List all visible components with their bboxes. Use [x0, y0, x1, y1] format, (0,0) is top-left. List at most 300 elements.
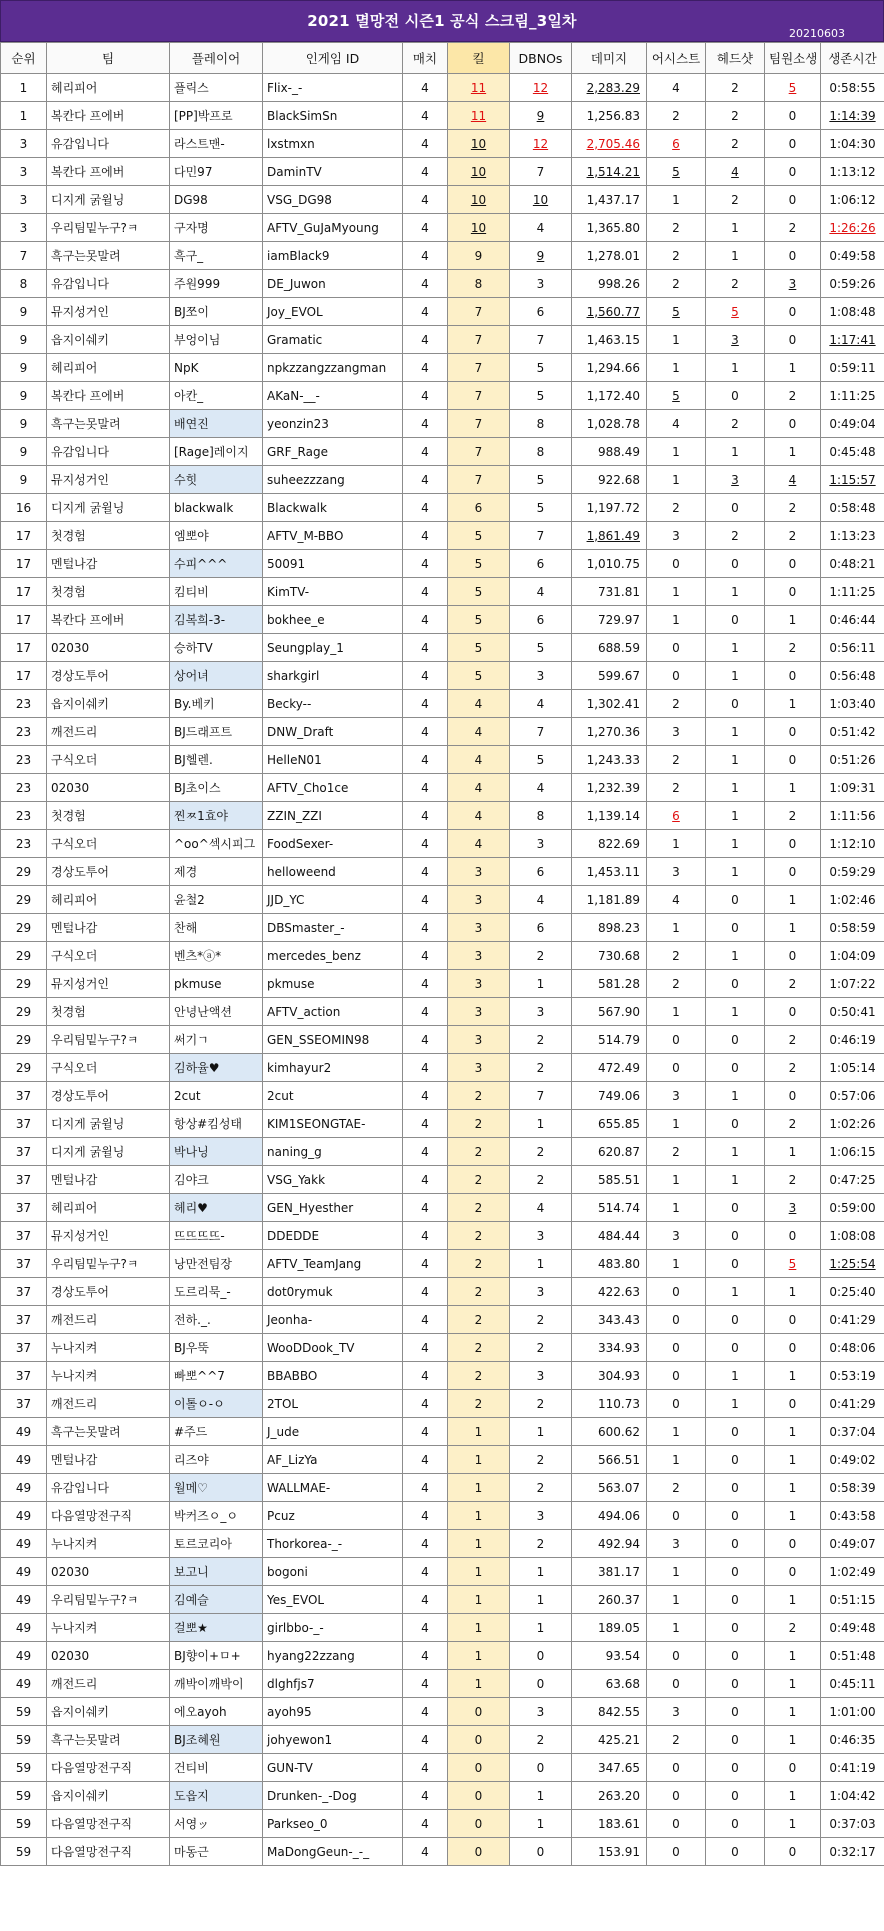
col-header-player[interactable]: 플레이어: [170, 43, 263, 74]
cell-kills-value: 2: [474, 1144, 483, 1159]
cell-rank-value: 59: [15, 1816, 32, 1831]
cell-matches-value: 4: [421, 780, 429, 795]
cell-dbnos-value: 3: [536, 1004, 545, 1019]
cell-revives-value: 0: [788, 1088, 797, 1103]
cell-revives-value: 1: [788, 612, 797, 627]
cell-matches: [403, 1614, 448, 1642]
cell-damage-value: 600.62: [598, 1424, 640, 1439]
table-row[interactable]: [1, 1250, 884, 1278]
cell-assists: [647, 1726, 706, 1754]
cell-damage: [572, 410, 647, 438]
cell-revives: [765, 1250, 821, 1278]
cell-revives: [765, 298, 821, 326]
cell-survival-value: 0:50:41: [829, 1004, 876, 1019]
cell-dbnos-value: 5: [536, 500, 545, 515]
cell-ingame-id: [263, 1362, 403, 1390]
cell-player-value: 주원999: [174, 277, 221, 291]
cell-assists: [647, 1474, 706, 1502]
col-header-survival[interactable]: 생존시간: [821, 43, 884, 74]
table-row[interactable]: [1, 1810, 884, 1838]
table-row[interactable]: [1, 774, 884, 802]
cell-team: [47, 298, 170, 326]
cell-rank: [1, 1530, 47, 1558]
cell-assists: [647, 1586, 706, 1614]
cell-player: [170, 354, 263, 382]
cell-survival-value: 1:02:49: [829, 1564, 876, 1579]
cell-player-value: 뜨뜨뜨뜨-: [174, 1229, 225, 1243]
cell-headshots: [706, 1390, 765, 1418]
cell-revives-value: 0: [788, 304, 797, 319]
cell-team: [47, 1474, 170, 1502]
table-row[interactable]: [1, 1698, 884, 1726]
cell-revives-value: 2: [788, 808, 797, 823]
cell-headshots: [706, 1614, 765, 1642]
cell-damage-value: 514.74: [598, 1200, 640, 1215]
cell-dbnos-value: 4: [536, 696, 545, 711]
cell-headshots-value: 1: [731, 1172, 739, 1187]
table-row[interactable]: [1, 1642, 884, 1670]
cell-rank-value: 23: [15, 808, 32, 823]
cell-rank: [1, 1026, 47, 1054]
table-row[interactable]: [1, 914, 884, 942]
cell-survival: [821, 1670, 884, 1698]
cell-kills-value: 2: [474, 1368, 483, 1383]
cell-kills-value: 3: [474, 892, 483, 907]
cell-survival: [821, 1754, 884, 1782]
cell-survival-value: 1:14:39: [829, 108, 876, 123]
cell-damage-value: 1,232.39: [586, 780, 640, 795]
table-row[interactable]: [1, 1362, 884, 1390]
cell-rank-value: 23: [15, 724, 32, 739]
cell-revives: [765, 1278, 821, 1306]
cell-rank: [1, 830, 47, 858]
cell-team-value: 유감입니다: [51, 137, 109, 151]
cell-headshots-value: 0: [731, 1200, 739, 1215]
cell-kills-value: 2: [474, 1200, 483, 1215]
cell-revives: [765, 1390, 821, 1418]
table-row[interactable]: [1, 494, 884, 522]
table-row[interactable]: [1, 1782, 884, 1810]
table-row[interactable]: [1, 1166, 884, 1194]
cell-matches-value: 4: [421, 304, 429, 319]
col-header-rank[interactable]: 순위: [1, 43, 47, 74]
cell-ingame-id-value: Parkseo_0: [267, 1816, 328, 1831]
cell-kills: [448, 998, 510, 1026]
cell-kills: [448, 634, 510, 662]
cell-damage: [572, 634, 647, 662]
cell-team: [47, 1082, 170, 1110]
cell-dbnos-value: 5: [536, 472, 545, 487]
cell-survival-value: 1:01:00: [829, 1704, 876, 1719]
cell-rank: [1, 382, 47, 410]
cell-kills-value: 9: [474, 248, 483, 263]
cell-rank-value: 29: [15, 1060, 32, 1075]
table-row[interactable]: [1, 130, 884, 158]
cell-kills-value: 3: [474, 864, 483, 879]
cell-revives: [765, 690, 821, 718]
cell-ingame-id: [263, 1306, 403, 1334]
cell-revives: [765, 1054, 821, 1082]
cell-headshots: [706, 1558, 765, 1586]
cell-team: [47, 1754, 170, 1782]
col-header-assists[interactable]: 어시스트: [647, 43, 706, 74]
cell-ingame-id-value: Blackwalk: [267, 500, 327, 515]
cell-dbnos-value: 2: [536, 1340, 545, 1355]
table-row[interactable]: [1, 214, 884, 242]
col-header-headshots[interactable]: 헤드샷: [706, 43, 765, 74]
table-row[interactable]: [1, 1082, 884, 1110]
cell-damage-value: 2,283.29: [586, 80, 640, 95]
cell-ingame-id: [263, 74, 403, 102]
cell-rank: [1, 270, 47, 298]
table-row[interactable]: [1, 102, 884, 130]
cell-matches: [403, 1446, 448, 1474]
cell-dbnos: [510, 298, 572, 326]
cell-rank-value: 37: [15, 1284, 32, 1299]
cell-rank-value: 9: [19, 472, 28, 487]
cell-ingame-id: [263, 326, 403, 354]
table-row[interactable]: [1, 858, 884, 886]
table-row[interactable]: [1, 1530, 884, 1558]
cell-matches-value: 4: [421, 248, 429, 263]
cell-revives: [765, 802, 821, 830]
table-row[interactable]: [1, 830, 884, 858]
table-row[interactable]: [1, 1838, 884, 1866]
cell-player: [170, 1726, 263, 1754]
cell-player: [170, 1334, 263, 1362]
table-row[interactable]: [1, 998, 884, 1026]
table-row[interactable]: [1, 970, 884, 998]
cell-kills: [448, 1026, 510, 1054]
table-row[interactable]: [1, 746, 884, 774]
col-header-kills[interactable]: 킬: [448, 43, 510, 74]
cell-kills: [448, 1362, 510, 1390]
cell-rank-value: 49: [15, 1508, 32, 1523]
cell-ingame-id: [263, 410, 403, 438]
cell-dbnos-value: 0: [536, 1648, 545, 1663]
cell-matches: [403, 662, 448, 690]
cell-team-value: 우리팀밑누구?ㅋ: [51, 1593, 139, 1607]
cell-matches-value: 4: [421, 1508, 429, 1523]
cell-matches: [403, 1782, 448, 1810]
cell-survival: [821, 382, 884, 410]
cell-dbnos: [510, 242, 572, 270]
table-row[interactable]: [1, 1502, 884, 1530]
cell-assists-value: 1: [672, 1592, 680, 1607]
cell-player-value: 승하TV: [174, 641, 213, 655]
cell-ingame-id-value: girlbbo-_-: [267, 1620, 324, 1635]
cell-player: [170, 1586, 263, 1614]
cell-assists-value: 2: [672, 976, 680, 991]
cell-ingame-id-value: dot0rymuk: [267, 1284, 333, 1299]
cell-assists-value: 0: [672, 1284, 680, 1299]
cell-dbnos: [510, 1446, 572, 1474]
cell-survival-value: 0:46:19: [829, 1032, 876, 1047]
cell-headshots: [706, 466, 765, 494]
cell-kills: [448, 1642, 510, 1670]
table-row[interactable]: [1, 1614, 884, 1642]
cell-damage: [572, 1278, 647, 1306]
cell-team-value: 다음열망전구직: [51, 1761, 133, 1775]
cell-rank: [1, 914, 47, 942]
cell-damage-value: 260.37: [598, 1592, 640, 1607]
cell-revives: [765, 102, 821, 130]
cell-rank: [1, 1558, 47, 1586]
cell-kills: [448, 1138, 510, 1166]
cell-player-value: 부엉이님: [174, 333, 221, 347]
cell-team-value: 누나지켜: [51, 1341, 98, 1355]
cell-headshots: [706, 74, 765, 102]
cell-damage: [572, 466, 647, 494]
cell-revives-value: 1: [788, 1480, 797, 1495]
cell-damage-value: 1,270.36: [586, 724, 640, 739]
cell-revives: [765, 1110, 821, 1138]
col-header-revives[interactable]: 팀원소생: [765, 43, 821, 74]
cell-headshots: [706, 130, 765, 158]
cell-damage: [572, 1670, 647, 1698]
cell-assists-value: 1: [672, 1172, 680, 1187]
cell-revives-value: 2: [788, 220, 797, 235]
cell-headshots: [706, 1026, 765, 1054]
cell-rank: [1, 550, 47, 578]
cell-assists-value: 0: [672, 1844, 680, 1859]
cell-rank: [1, 1390, 47, 1418]
cell-revives-value: 1: [788, 1816, 797, 1831]
table-row[interactable]: [1, 1446, 884, 1474]
cell-rank-value: 49: [15, 1648, 32, 1663]
cell-kills: [448, 494, 510, 522]
table-row[interactable]: [1, 1026, 884, 1054]
cell-survival-value: 0:51:48: [829, 1648, 876, 1663]
table-row[interactable]: [1, 1754, 884, 1782]
cell-rank-value: 9: [19, 304, 28, 319]
table-row[interactable]: [1, 578, 884, 606]
cell-player-value: DG98: [174, 192, 208, 207]
cell-matches-value: 4: [421, 1200, 429, 1215]
cell-headshots: [706, 914, 765, 942]
cell-dbnos: [510, 1082, 572, 1110]
cell-headshots: [706, 634, 765, 662]
cell-ingame-id: [263, 550, 403, 578]
table-row[interactable]: [1, 74, 884, 102]
col-header-dbnos[interactable]: DBNOs: [510, 43, 572, 74]
cell-assists: [647, 1558, 706, 1586]
cell-player-value: 걸뽀★: [174, 1621, 208, 1635]
cell-assists: [647, 802, 706, 830]
cell-assists-value: 1: [672, 1256, 680, 1271]
cell-headshots-value: 1: [731, 584, 739, 599]
cell-matches-value: 4: [421, 360, 429, 375]
cell-player: [170, 74, 263, 102]
cell-team-value: 복칸다 프에버: [51, 389, 125, 403]
cell-ingame-id: [263, 1390, 403, 1418]
cell-ingame-id: [263, 214, 403, 242]
cell-damage-value: 483.80: [598, 1256, 640, 1271]
cell-headshots-value: 0: [731, 1620, 739, 1635]
cell-assists-value: 5: [672, 164, 680, 179]
table-row[interactable]: [1, 410, 884, 438]
table-row[interactable]: [1, 298, 884, 326]
cell-survival-value: 1:03:40: [829, 696, 876, 711]
cell-kills-value: 4: [474, 836, 483, 851]
cell-player: [170, 802, 263, 830]
col-header-damage[interactable]: 데미지: [572, 43, 647, 74]
table-row[interactable]: [1, 1334, 884, 1362]
cell-revives: [765, 494, 821, 522]
cell-ingame-id: [263, 1110, 403, 1138]
cell-assists: [647, 466, 706, 494]
cell-kills-value: 6: [474, 500, 483, 515]
cell-kills: [448, 830, 510, 858]
cell-headshots-value: 1: [731, 1284, 739, 1299]
table-row[interactable]: [1, 242, 884, 270]
cell-revives: [765, 522, 821, 550]
cell-assists-value: 3: [672, 1228, 680, 1243]
cell-rank-value: 9: [19, 360, 28, 375]
cell-headshots-value: 0: [731, 556, 739, 571]
table-row[interactable]: [1, 186, 884, 214]
cell-matches-value: 4: [421, 220, 429, 235]
cell-revives: [765, 774, 821, 802]
cell-player-value: 제경: [174, 865, 198, 879]
cell-rank-value: 23: [15, 752, 32, 767]
cell-survival: [821, 1138, 884, 1166]
col-header-team[interactable]: 팀: [47, 43, 170, 74]
cell-player-value: 벤츠*ⓐ*: [174, 949, 222, 963]
cell-assists-value: 0: [672, 668, 680, 683]
cell-revives: [765, 550, 821, 578]
table-row[interactable]: [1, 1418, 884, 1446]
table-row[interactable]: [1, 158, 884, 186]
table-row[interactable]: [1, 690, 884, 718]
cell-team-value: 다음열망전구직: [51, 1817, 133, 1831]
cell-player-value: 월메♡: [174, 1481, 208, 1495]
cell-assists-value: 1: [672, 584, 680, 599]
col-header-matches[interactable]: 매치: [403, 43, 448, 74]
cell-matches: [403, 74, 448, 102]
table-row[interactable]: [1, 718, 884, 746]
cell-team: [47, 1726, 170, 1754]
cell-rank: [1, 802, 47, 830]
cell-kills-value: 2: [474, 1312, 483, 1327]
cell-revives: [765, 1558, 821, 1586]
cell-player: [170, 1026, 263, 1054]
cell-kills: [448, 970, 510, 998]
cell-headshots-value: 0: [731, 892, 739, 907]
cell-damage-value: 1,861.49: [586, 528, 640, 543]
table-row[interactable]: [1, 886, 884, 914]
table-row[interactable]: [1, 1558, 884, 1586]
cell-matches: [403, 802, 448, 830]
table-row[interactable]: [1, 326, 884, 354]
table-row[interactable]: [1, 1670, 884, 1698]
cell-damage: [572, 1586, 647, 1614]
table-row[interactable]: [1, 1474, 884, 1502]
cell-assists: [647, 830, 706, 858]
cell-headshots-value: 0: [731, 1340, 739, 1355]
table-row[interactable]: [1, 438, 884, 466]
cell-headshots-value: 1: [731, 948, 739, 963]
cell-headshots-value: 1: [731, 1088, 739, 1103]
table-row[interactable]: [1, 1222, 884, 1250]
cell-revives-value: 0: [788, 1396, 797, 1411]
cell-survival-value: 1:09:31: [829, 780, 876, 795]
table-row[interactable]: [1, 382, 884, 410]
cell-matches: [403, 410, 448, 438]
cell-ingame-id-value: bokhee_e: [267, 612, 325, 627]
cell-survival-value: 0:59:11: [829, 360, 876, 375]
cell-headshots-value: 0: [731, 976, 739, 991]
cell-survival: [821, 326, 884, 354]
cell-ingame-id: [263, 1278, 403, 1306]
table-row[interactable]: [1, 522, 884, 550]
cell-team: [47, 158, 170, 186]
cell-survival-value: 1:13:12: [829, 164, 876, 179]
cell-ingame-id-value: ZZIN_ZZI: [267, 808, 322, 823]
cell-revives-value: 1: [788, 1452, 797, 1467]
table-row[interactable]: [1, 942, 884, 970]
cell-survival: [821, 1502, 884, 1530]
cell-ingame-id: [263, 298, 403, 326]
cell-ingame-id: [263, 382, 403, 410]
table-row[interactable]: [1, 634, 884, 662]
cell-survival-value: 1:25:54: [829, 1256, 876, 1271]
cell-matches-value: 4: [421, 752, 429, 767]
table-row[interactable]: [1, 1194, 884, 1222]
cell-rank-value: 37: [15, 1172, 32, 1187]
cell-headshots-value: 0: [731, 920, 739, 935]
cell-revives-value: 0: [788, 752, 797, 767]
cell-ingame-id: [263, 1418, 403, 1446]
table-row[interactable]: [1, 270, 884, 298]
cell-ingame-id: [263, 130, 403, 158]
col-header-ingame-id[interactable]: 인게임 ID: [263, 43, 403, 74]
cell-damage: [572, 1390, 647, 1418]
cell-damage: [572, 1558, 647, 1586]
cell-rank-value: 23: [15, 696, 32, 711]
table-row[interactable]: [1, 550, 884, 578]
table-row[interactable]: [1, 662, 884, 690]
cell-kills: [448, 802, 510, 830]
table-row[interactable]: [1, 1054, 884, 1082]
cell-assists: [647, 494, 706, 522]
cell-rank: [1, 578, 47, 606]
cell-matches-value: 4: [421, 1788, 429, 1803]
table-row[interactable]: [1, 1278, 884, 1306]
cell-matches: [403, 1054, 448, 1082]
table-row[interactable]: [1, 1390, 884, 1418]
table-row[interactable]: [1, 1138, 884, 1166]
cell-revives-value: 0: [788, 1004, 797, 1019]
table-row[interactable]: [1, 1586, 884, 1614]
table-row[interactable]: [1, 354, 884, 382]
table-row[interactable]: [1, 1306, 884, 1334]
table-row[interactable]: [1, 1726, 884, 1754]
cell-damage-value: 63.68: [605, 1676, 640, 1691]
table-row[interactable]: [1, 1110, 884, 1138]
cell-damage-value: 729.97: [598, 612, 640, 627]
cell-ingame-id-value: hyang22zzang: [267, 1648, 355, 1663]
table-row[interactable]: [1, 802, 884, 830]
cell-kills-value: 2: [474, 1284, 483, 1299]
cell-rank-value: 16: [15, 500, 32, 515]
cell-matches: [403, 1194, 448, 1222]
table-row[interactable]: [1, 466, 884, 494]
cell-team-value: 누나지켜: [51, 1369, 98, 1383]
table-row[interactable]: [1, 606, 884, 634]
cell-assists: [647, 242, 706, 270]
cell-dbnos: [510, 942, 572, 970]
